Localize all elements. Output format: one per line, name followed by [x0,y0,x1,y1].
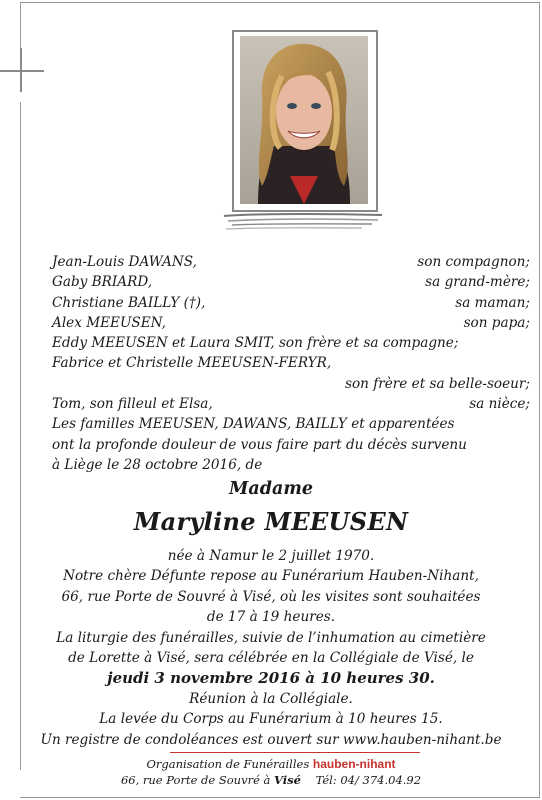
organizer-address: 66, rue Porte de Souvré à [120,773,271,787]
family-relation: son frère et sa belle-soeur; [344,375,530,392]
family-member-name: Gaby BRIARD, [52,274,153,291]
family-relation: son papa; [463,314,530,331]
ceremony-date: jeudi 3 novembre 2016 à 10 heures 30. [107,669,435,688]
frame-border-top [20,2,540,3]
detail-line: de Lorette à Visé, sera célébrée en la Collégiale de Visé, le [68,649,474,666]
family-relation: sa nièce; [469,396,530,413]
announcement-line: ont la profonde douleur de vous faire part du décès survenu [52,436,467,453]
family-line [52,313,530,333]
portrait-image [240,36,368,204]
family-line [52,252,530,272]
photo-scribble-decoration [222,210,384,236]
family-relation: sa grand-mère; [425,274,530,291]
organizer-phone: Tél: 04/ 374.04.92 [315,773,422,787]
portrait-photo [222,22,384,234]
announcement-line: à Liège le 28 octobre 2016, de [52,456,263,473]
organizer-line [0,756,542,772]
detail-line: Notre chère Défunte repose au Funérarium Hauben-Nihant, [63,568,479,585]
detail-line: 66, rue Porte de Souvré à Visé, où les visites sont souhaitées [61,588,481,605]
footer-divider [170,752,420,753]
organizer-label: Organisation de Funérailles [146,757,310,771]
funeral-organizer-footer [0,756,542,788]
detail-line: née à Namur le 2 juillet 1970. [167,548,375,564]
family-line: Eddy MEEUSEN et Laura SMIT, son frère et sa compagne; [52,335,459,352]
family-list [52,252,530,475]
family-line [52,293,530,313]
deceased-name: Maryline MEEUSEN [133,507,409,536]
family-line: Fabrice et Christelle MEEUSEN-FERYR, [52,355,332,372]
closing-line: Réunion à la Collégiale. [189,690,353,707]
family-member-name: Tom, son filleul et Elsa, [52,396,213,413]
family-member-name: Alex MEEUSEN, [52,314,166,331]
family-relation: sa maman; [455,294,530,311]
frame-border-bottom [20,797,540,798]
detail-line: La liturgie des funérailles, suivie de l’inhumation au cimetière [56,629,486,646]
family-line [52,394,530,414]
funeral-details [0,546,542,750]
family-member-name: Christiane BAILLY (†), [52,294,206,311]
family-relation: son compagnon; [417,254,530,270]
detail-line: de 17 à 19 heures. [206,609,336,626]
closing-line: La levée du Corps au Funérarium à 10 heures 15. [99,711,443,728]
condolence-register-line: Un registre de condoléances est ouvert sur www.hauben-nihant.be [40,731,502,748]
family-member-name: Jean-Louis DAWANS, [52,254,197,270]
announcement-line: Les familles MEEUSEN, DAWANS, BAILLY et apparentées [52,416,455,433]
deceased-title: Madame [229,479,313,499]
organizer-brand: hauben-nihant [312,757,396,771]
family-line [52,272,530,292]
organizer-address-line [0,772,542,788]
organizer-city: Visé [274,773,301,787]
